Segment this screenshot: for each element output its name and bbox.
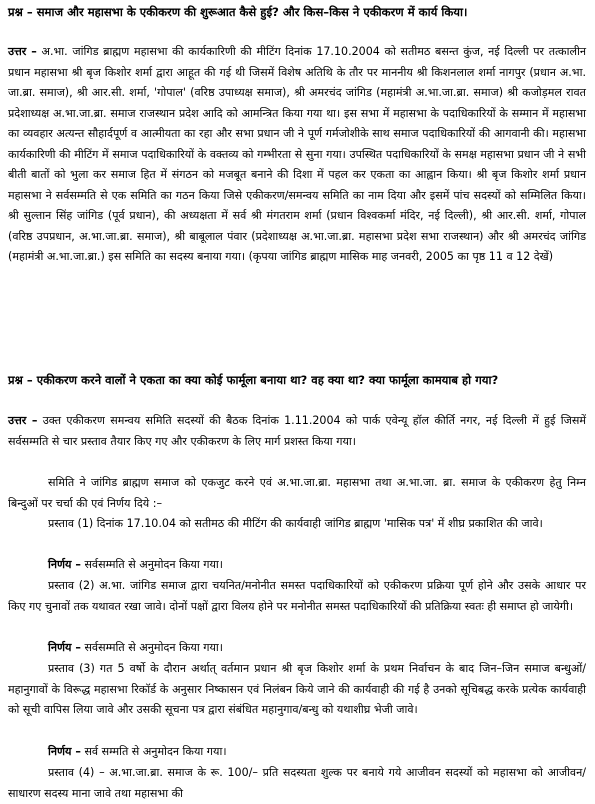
decision-3-text: सर्व सम्मति से अनुमोदन किया गया। <box>84 745 227 758</box>
question-2-text: एकीकरण करने वालों ने एकता का क्या कोई फार्मूला बनाया था? वह क्या था? क्या फार्मूला कामयाब हो गया? <box>36 373 499 387</box>
answer-1-label: उत्तर – <box>8 45 37 58</box>
answer-1-text: अ.भा. जांगिड ब्राह्मण महासभा की कार्यकारिणी की मीटिंग दिनांक 17.10.2004 को सतीमठ बसन्त कुंज, नई दिल्ली पर तत्कालीन प्रधान महासभा श्री बृज किशोर शर्मा द्वारा आहूत की गई थी जिसमें विशेष अतिथि के तौर पर माननीय श्री किशनलाल शर्मा नागपुर (प्रधान अ.भा. जा.ब्रा. समाज), श्री आर.सी. शर्मा, 'गोपाल' (वरिष्ठ उपाध्यक्ष समाज), श्री अमरचंद जांगिड (महामंत्री अ.भा.जा.ब्रा. समाज) श्री कजोड़मल रावत प्रदेशाध्यक्ष अ.भा.जा.ब्रा. समाज राजस्थान प्रदेश आदि को आमन्त्रित किया गया था। इस सभा में महासभा के पदाधिकारियों के सम्मान में महासभा का व्यवहार अत्यन्त सौहार्दपूर्ण व आत्मीयता का रहा और सभा प्रधान जी ने पूर्ण गर्मजोशीके साथ समाज पदाधिकारियों की आगवानी की। महासभा कार्यकारिणी की मीटिंग में समाज पदाधिकारियों के वक्तव्य को गम्भीरता से सुना गया। उपस्थित पदाधिकारियों के समक्ष महासभा प्रधान जी ने सभी बीती बातों को भुला कर समाज हित में संगठन को मजबूत बनाने की दिशा में पहल कर एकता का आह्वान किया। श्री बृज किशोर शर्मा प्रधान महासभा ने सर्वसम्मति से एक समिति का गठन किया जिसे एकीकरण/समन्वय समिति का नाम दिया और इसमें पांच सदस्यों को सम्मिलित किया। श्री सुल्तान सिंह जांगिड (पूर्व प्रधान), की अध्यक्षता में सर्व श्री मंगतराम शर्मा (प्रधान विश्वकर्मा मंदिर, नई दिल्ली), श्री आर.सी. शर्मा, गोपाल (वरिष्ठ उपप्रधान, अ.भा.जा.ब्रा. समाज), श्री बाबूलाल पंवार (प्रदेशाध्यक्ष अ.भा.जा.ब्रा. महासभा प्रदेश सभा राजस्थान) और श्री अमरचंद जांगिड (महामंत्री अ.भा.जा.ब्रा.) इस समिति का सदस्य बनाया गया। (कृपया जांगिड ब्राह्मण मासिक माह जनवरी, 2005 का पृष्ठ 11 व 12 देखें) <box>8 45 586 263</box>
answer-2-text: उक्त एकीकरण समन्वय समिति सदस्यों की बैठक दिनांक 1.11.2004 को पार्क एवेन्यू हॉल कीर्ति नगर, नई दिल्ली में हुई जिसमें सर्वसम्मति से चार प्रस्ताव तैयार किए गए और एकीकरण के लिए मार्ग प्रशस्त किया गया। <box>8 414 586 448</box>
answer-2-label: उत्तर – <box>8 414 38 427</box>
intro-paragraph: समिति ने जांगिड ब्राह्मण समाज को एकजुट करने एवं अ.भा.जा.ब्रा. महासभा तथा अ.भा.जा. ब्रा. समाज के एकीकरण हेतु निम्न बिन्दुओं पर चर्चा की एवं निर्णय दिये :– <box>8 476 586 510</box>
question-1-text: समाज और महासभा के एकीकरण की शुरूआत कैसे हुई? और किस–किस ने एकीकरण में कार्य किया। <box>36 5 468 19</box>
decision-1 <box>8 555 586 576</box>
question-1-label: प्रश्न – <box>8 5 33 19</box>
question-1 <box>8 2 586 23</box>
proposal-4: प्रस्ताव (4) – अ.भा.जा.ब्रा. समाज के रू. 100/– प्रति सदस्यता शुल्क पर बनाये गये आजीवन सदस्यों को महासभा को आजीवन/साधारण सदस्य माना जावे तथा महासभा की <box>8 766 586 800</box>
decision-1-label: निर्णय – <box>48 558 81 571</box>
decision-1-text: सर्वसम्मति से अनुमोदन किया गया। <box>84 558 224 571</box>
decision-2 <box>8 638 586 659</box>
decision-3 <box>8 742 586 763</box>
proposal-3: प्रस्ताव (3) गत 5 वर्षो के दौरान अर्थात् वर्तमान प्रधान श्री बृज किशोर शर्मा के प्रथम निर्वाचन के बाद जिन–जिन समाज बन्धुओं/महानुगावों के विरूद्ध महासभा रिकॉर्ड के अनुसार निष्कासन एवं निलंबन किये जाने की कार्यवाही की गई है उनको सूचिबद्ध करके प्रत्येक कार्यवाही को सूची वापिस लिया जावे और उसकी सूचना पत्र द्वारा संबंधित महानुगाव/बन्धु को यथाशीघ्र भेजी जावे। <box>8 662 586 716</box>
decision-3-label: निर्णय – <box>48 745 81 758</box>
answer-1 <box>8 42 586 268</box>
proposal-2: प्रस्ताव (2) अ.भा. जांगिड समाज द्वारा चयनित/मनोनीत समस्त पदाधिकारियों को एकीकरण प्रक्रिया पूर्ण होने और उसके आधार पर किए गए चुनावों तक यथावत रखा जावे। दोनों पक्षों द्वारा विलय होने पर मनोनीत समस्त पदाधिकारियों की प्रतिक्रिया स्वतः ही समाप्त हो जायेगी। <box>8 579 586 613</box>
question-2 <box>8 370 586 391</box>
decision-2-text: सर्वसम्मति से अनुमोदन किया गया। <box>84 641 224 654</box>
proposal-1: प्रस्ताव (1) दिनांक 17.10.04 को सतीमठ की मीटिंग की कार्यवाही जांगिड ब्राह्मण 'मासिक पत्र' में शीघ्र प्रकाशित की जावे। <box>48 517 543 530</box>
question-2-label: प्रश्न – <box>8 373 33 387</box>
decision-2-label: निर्णय – <box>48 641 81 654</box>
answer-2 <box>8 411 586 452</box>
